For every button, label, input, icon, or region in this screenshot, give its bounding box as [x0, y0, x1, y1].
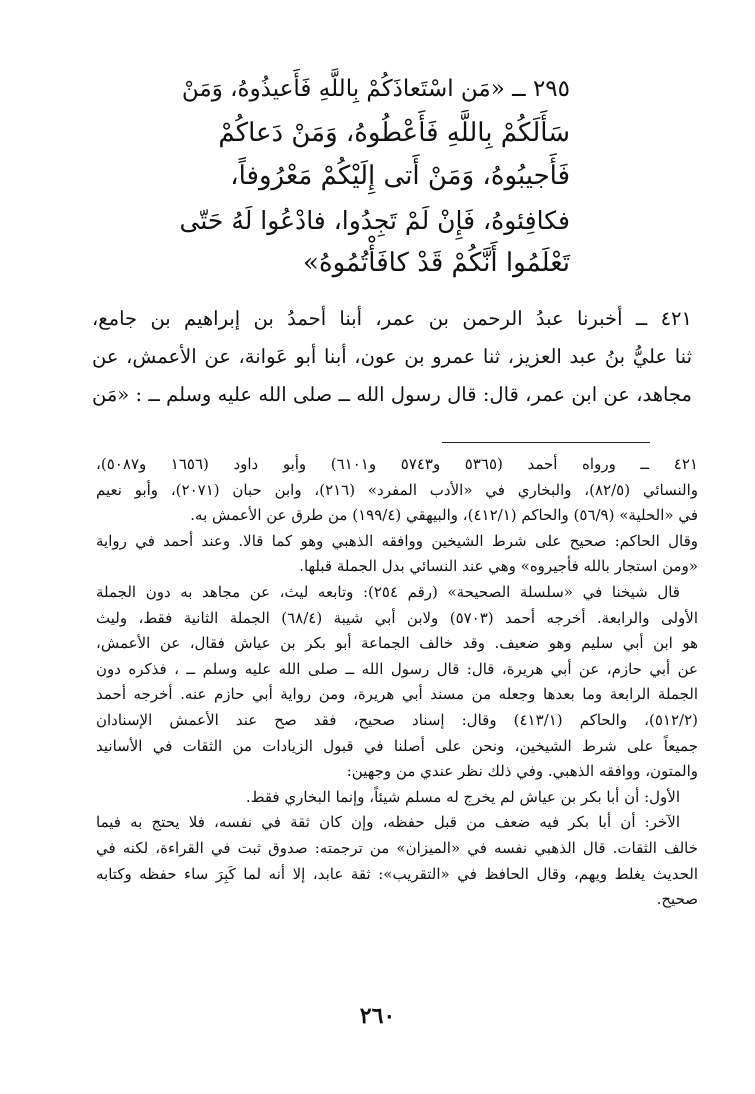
hadith-line: فكافِئوهُ، فَإِنْ لَمْ تَجِدُوا، فادْعُوا لَهُ حَتّى [179, 205, 570, 235]
page-number: ٢٦٠ [359, 1003, 396, 1029]
note-line: هو ابن أبي سليم وهو ضعيف. وقد خالف الجماعة أبو بكر بن عياش فقال، عن الأعمش، [96, 634, 698, 653]
note-line: الحديث يغلط ويهم، وقال الحافظ في «التقريب»: ثقة عابد، إلا أنه لما كَبِرَ ساء حفظه وكتابه [96, 864, 698, 883]
note-line: عن أبي حازم، عن أبي هريرة، قال: قال رسول الله ــ صلى الله عليه وسلم ــ ، فذكره دون [96, 659, 698, 678]
footnote-divider [442, 442, 650, 443]
note-line: والنسائي (٨٢/٥)، والبخاري في «الأدب المفرد» (٢١٦)، وابن حبان (٢٠٧١)، وأبو نعيم [96, 480, 698, 499]
note-line: وقال الحاكم: صحيح على شرط الشيخين ووافقه الذهبي وهو كما قالا. وعند أحمد في رواية [96, 531, 698, 550]
isnad-line: ٤٢١ ــ أخبرنا عبدُ الرحمن بن عمر، أبنا أحمدُ بن إبراهيم بن جامع، [92, 307, 692, 330]
note-line: الجملة الرابعة وما بعدها وجعله من مسند أبي هريرة، ومن رواية أبي حازم عنه. أخرجه أحمد [96, 685, 698, 704]
isnad-paragraph [92, 300, 692, 414]
hadith-line: سَأَلَكُمْ بِاللَّهِ فَأَعْطُوهُ، وَمَنْ دَعاكُمْ [218, 117, 570, 148]
note-line: جميعاً على شرط الشيخين، ونحن على أصلنا في قبول الزيادات من الثقات في الأسانيد [96, 736, 698, 755]
note-line: (٥١٢/٢)، والحاكم (٤١٣/١) وقال: إسناد صحيح، فقد صح عند الأعمش الإسنادان [96, 710, 698, 729]
note-line: في «الحلية» (٥٦/٩) والحاكم (٤١٢/١)، والبيهقي (١٩٩/٤) من طرق عن الأعمش به. [190, 506, 698, 525]
hadith-line: تَعْلَمُوا أَنَّكُمْ قَدْ كافَأْتُمُوهُ» [303, 248, 570, 278]
note-line: الآخر: أن أبا بكر فيه ضعف من قبل حفظه، وإن كان ثقة في نفسه، فلا يحتج به فيما [96, 813, 680, 832]
hadith-text [180, 68, 570, 286]
isnad-line: مجاهد، عن ابن عمر، قال: قال رسول الله ــ صلى الله عليه وسلم ــ : «مَن [92, 383, 692, 406]
note-line: صحيح. [656, 890, 698, 909]
note-line: ٤٢١ ــ ورواه أحمد (٥٣٦٥ و٥٧٤٣ و٦١٠١) وأبو داود (١٦٥٦ و٥٠٨٧)، [96, 455, 698, 473]
hadith-line: ٢٩٥ ــ «مَن اسْتَعاذَكُمْ بِاللَّهِ فَأَعيذُوهُ، وَمَنْ [181, 76, 570, 102]
isnad-line: ثنا عليُّ بنُ عبد العزيز، ثنا عمرو بن عون، أبنا أبو عَوانة، عن الأعمش، عن [92, 345, 692, 368]
footnotes [96, 452, 698, 913]
hadith-line: فَأَجيبُوهُ، وَمَنْ أَتى إِلَيْكُمْ مَعْرُوفاً، [230, 161, 570, 191]
note-line: الأول: أن أبا بكر بن عياش لم يخرج له مسلم شيئاً، وإنما البخاري فقط. [245, 787, 680, 806]
note-line: «ومن استجار بالله فأجيروه» وهي عند النسائي بدل الجملة قبلها. [299, 557, 698, 576]
note-line: والمتون، ووافقه الذهبي. وفي ذلك نظر عندي من وجهين: [346, 762, 698, 781]
note-line: قال شيخنا في «سلسلة الصحيحة» (رقم ٢٥٤): وتابعه ليث، عن مجاهد به دون الجملة [96, 582, 680, 601]
note-line: الأولى والرابعة. أخرجه أحمد (٥٧٠٣) ولابن أبي شيبة (٦٨/٤) الجملة الثانية فقط، وليث [96, 608, 698, 627]
note-line: خالف الثقات. قال الذهبي نفسه في «الميزان» من ترجمته: صدوق ثبت في القراءة، لكنه في [96, 838, 698, 857]
